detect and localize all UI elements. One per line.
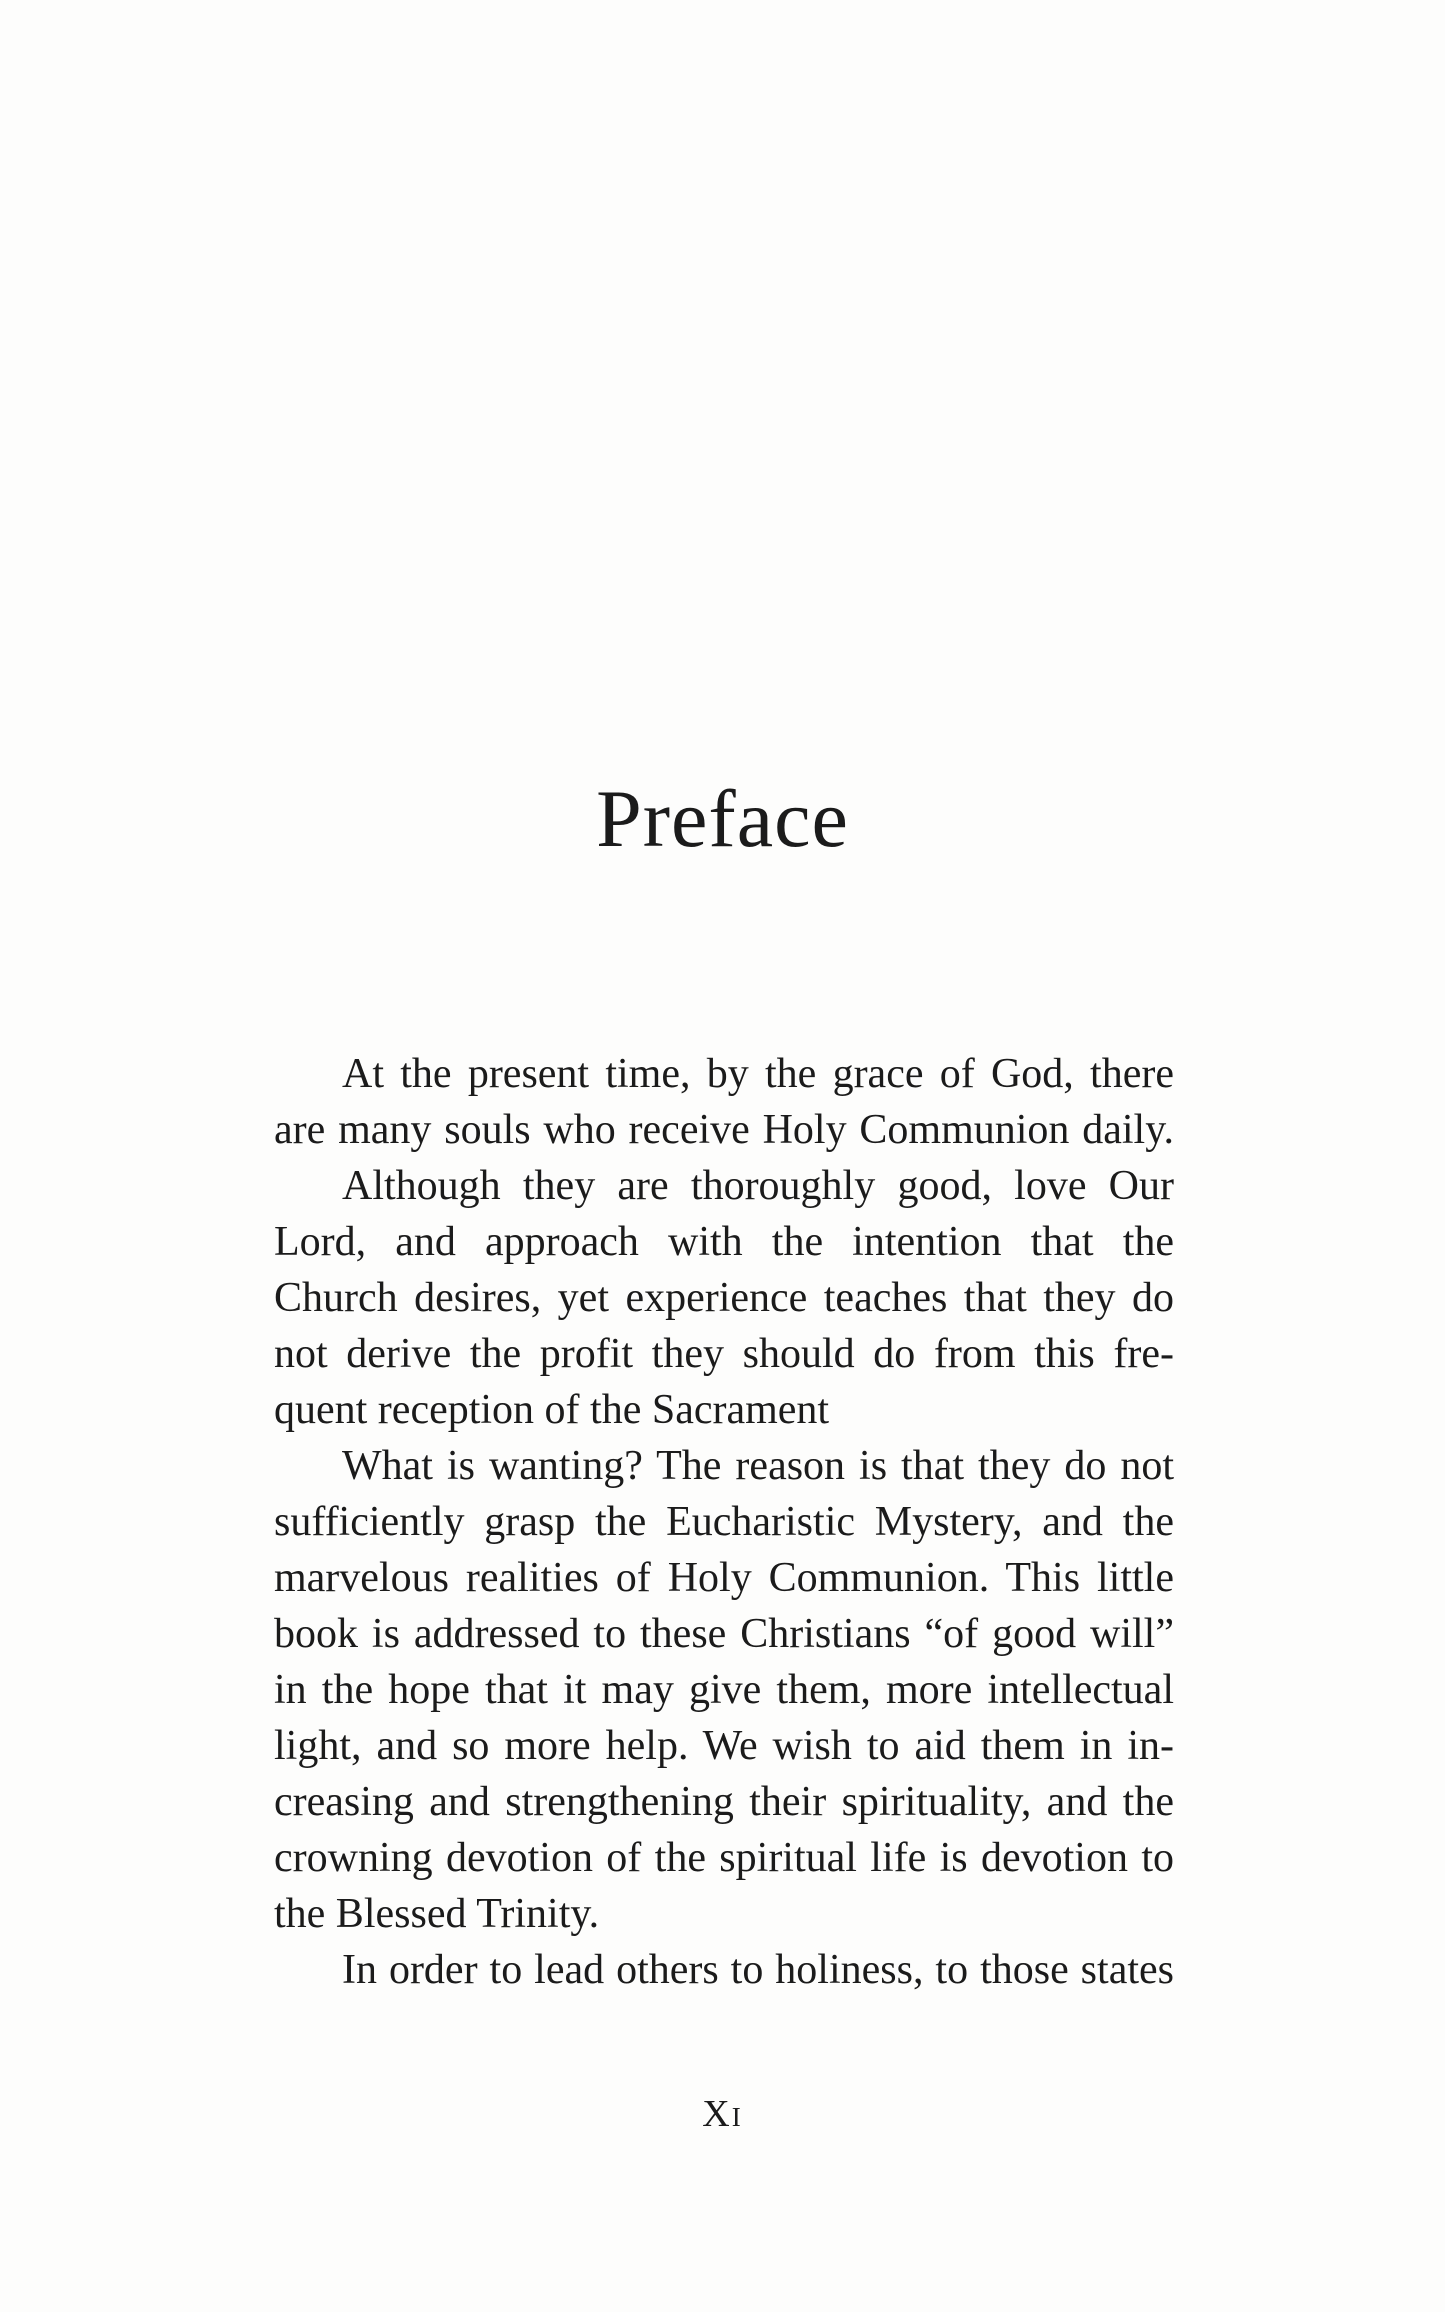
text-line: light, and so more help. We wish to aid them in in- (274, 1723, 1174, 1769)
paragraph (274, 1158, 1174, 1438)
page-number: Xi (702, 2093, 743, 2135)
text-line: are many souls who receive Holy Communion daily. (274, 1107, 1174, 1153)
text-line: What is wanting? The reason is that they do not (342, 1443, 1174, 1489)
text-line: creasing and strengthening their spirituality, and the (274, 1779, 1174, 1825)
paragraph (274, 1942, 1174, 1998)
text-line: book is addressed to these Christians “of good will” (274, 1611, 1174, 1657)
text-line: crowning devotion of the spiritual life is devotion to (274, 1835, 1174, 1881)
page-title: Preface (596, 773, 849, 864)
text-line: At the present time, by the grace of God, there (342, 1051, 1174, 1097)
paragraph (274, 1438, 1174, 1942)
text-line: marvelous realities of Holy Communion. This little (274, 1555, 1174, 1601)
text-line: sufficiently grasp the Eucharistic Mystery, and the (274, 1499, 1174, 1545)
text-line: not derive the profit they should do from this fre- (274, 1331, 1174, 1377)
text-line: the Blessed Trinity. (274, 1891, 600, 1937)
text-line: Lord, and approach with the intention that the (274, 1219, 1174, 1265)
text-block (274, 1046, 1174, 1998)
text-line: quent reception of the Sacrament (274, 1387, 830, 1433)
text-line: In order to lead others to holiness, to those states (342, 1947, 1174, 1993)
text-line: Although they are thoroughly good, love Our (342, 1163, 1174, 1209)
text-line: Church desires, yet experience teaches that they do (274, 1275, 1174, 1321)
text-line: in the hope that it may give them, more intellectual (274, 1667, 1174, 1713)
paragraph (274, 1046, 1174, 1158)
